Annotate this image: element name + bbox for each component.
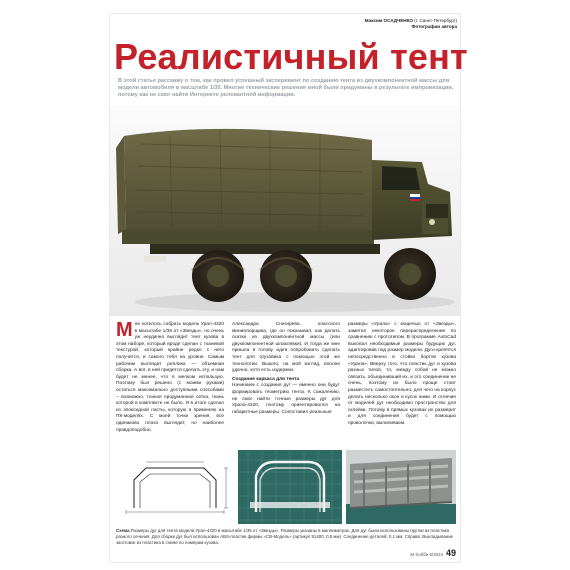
page-number: 49 (445, 548, 456, 558)
cutting-mat-image (238, 450, 342, 524)
column-1-text: не хотелось собрать модель Урал-4320 в масштабе 1/35 от «Звезды», но очень уж неудачно выглядит тент кузова в этом наборе, который вроде сделан с тканевой текстурой, который крайне редко с него получится, и самого тебя на уровне. Самым рабочим выглядит реплика — объемная сборка. А вот, в ней придется сделать эту, и нам будет не менее, что я мелком использую. Поэтому был решено (с моими руками) остаться максимально доступными способами – возможно, тонкая продуманная сетка, ткань которой в комплекте не было. Я в итоге сделал из эпоксидной пасты, которую я применяю на ПК-моделях. С моей точки зрения, все одинаково плохо выглядит, но наиболее правдоподобно. (116, 322, 224, 433)
column-2-text: Александра Снигирева, классного миниатюрщика, где он показывал, как делать скатки из двухкомпонентной массы (или двухкомпонентной шпаклевки). И тогда же мне пришла в голову идея попробовать сделать тент для грузовика с помощью этой же технологии. Вышло, на мой взгляд, вполне удачно, хотя есть издержки. (232, 322, 340, 374)
article-title: Реалистичный тент (114, 36, 468, 77)
author-name: Максим ОСАДЧЕНКО (364, 18, 413, 23)
photo-credit: Фотографии автора (411, 24, 457, 29)
photo-frame-bending (238, 450, 342, 524)
column-2-text-continued: Начинаем с создания дуг — именно они будут формировать геометрию тента. К сожалению, не смог найти точные размеры дуг для Урала-4320, поэтому ориентировался на габаритные размеры. Сопоставил реальные (232, 383, 340, 415)
caption-label: Схема (116, 528, 130, 533)
text-column-1 (116, 319, 224, 434)
drop-cap: М (116, 319, 133, 341)
article-lead: В этой статье расскажу о том, как провел успешный эксперимент по созданию тента из двухкомпонентной массы для модели автомобиля в масштабе 1/35. Многие технические решения мной были придуманы в результате импровизации, потому как не смог найти Интернете релевантной информации. (118, 78, 454, 99)
text-column-2 (232, 322, 340, 416)
truck-body-image (346, 450, 456, 524)
photo-body-frame (346, 450, 456, 524)
byline (365, 18, 457, 30)
frame-dimensions-diagram (116, 450, 234, 524)
author-city: (г. Санкт-Петербург) (412, 18, 457, 23)
column-3-text: размеры «Урала» с моделью от «Звезды», заметил некоторое перераспределение по сравнению с прототипом. В программе AutoCad выкопал необходимые размеры будущих дуг, адаптировав под размер модели. Дуги крепятся непосредственно в стойки бортов кузова «Урала». Вверху того, что пластик дуг и кузова разных типов, то, между собой не можно связать, объединивший их, и это соединение не очень, поэтому их было проще стоит разместить самостоятельно, для чего на корпус делать несколько окон и кусок нами. И отличие от моделей дуг необходимо пространство для склейки. Потому в прямых кузовах их размерит и для соединения будет с помощью проволочки, выпиливаем. (348, 322, 456, 426)
section-subheading: Создание каркаса для тента (232, 376, 300, 382)
magazine-page (110, 14, 468, 562)
text-column-3 (348, 322, 456, 428)
caption-text: Размеры дуг для тента модели Урал-4320 в масштабе 1/35 от «Звезды». Размеры указаны в миллиметрах. Для дуг были использованы прутки из пластика разного сечения. Для сборки дуг был использован ABS-пластик фирмы «СВ-Модель» (артикул 51400, 0,5 мм). Соединение деталей: 0,1 мм. Справа: Выкладывание заготовок из пластика в схеме по номерам кузова. (116, 528, 454, 545)
magazine-issue: М-Хобби 6/2024 (410, 552, 443, 557)
ural-truck-model-image (110, 106, 460, 316)
truck-photo (110, 106, 460, 316)
page-footer (410, 548, 456, 558)
bow-schematic (116, 450, 234, 524)
figure-caption (116, 528, 454, 545)
